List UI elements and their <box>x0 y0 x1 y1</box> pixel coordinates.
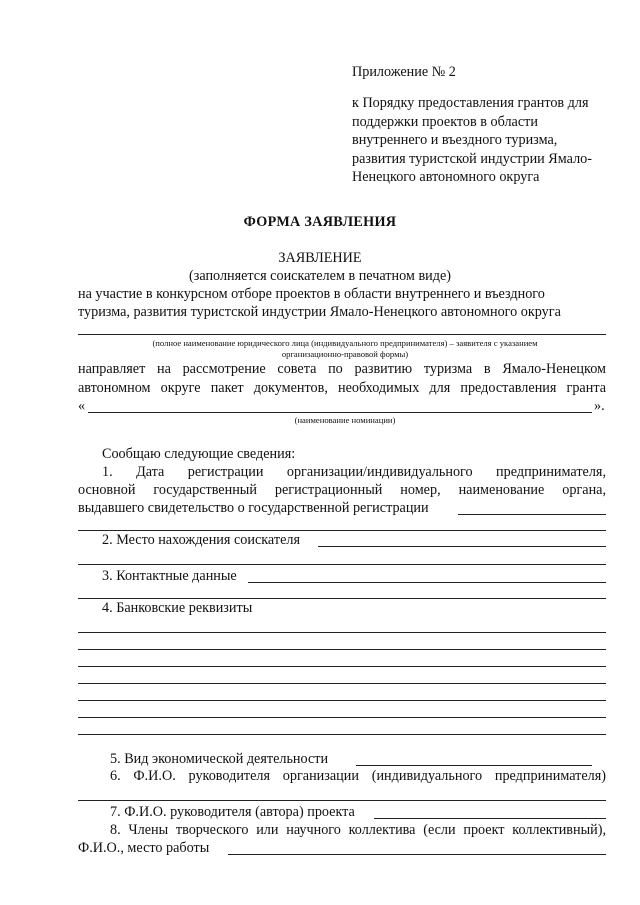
appendix-line: развития туристской индустрии Ямало- <box>352 150 592 167</box>
item-4-input-line[interactable] <box>78 683 606 684</box>
item-4-input-line[interactable] <box>78 649 606 650</box>
item-1-text: выдавшего свидетельство о государственной регистрации <box>78 500 429 516</box>
item-1-input-line[interactable] <box>458 514 606 515</box>
appendix-title: Приложение № 2 <box>352 64 456 80</box>
item-4-input-line[interactable] <box>78 666 606 667</box>
appendix-line: Ненецкого автономного округа <box>352 169 540 185</box>
item-6-label: 6. Ф.И.О. руководителя организации (индивидуального предпринимателя) <box>110 768 606 784</box>
item-2-label: 2. Место нахождения соискателя <box>102 532 300 548</box>
item-3-label: 3. Контактные данные <box>102 568 237 584</box>
statement-heading: ЗАЯВЛЕНИЕ <box>278 250 362 266</box>
appendix-line: поддержки проектов в области <box>352 113 538 130</box>
appendix-text <box>352 94 592 187</box>
applicant-name-line[interactable] <box>78 334 606 335</box>
nomination-caption: (наименование номинации) <box>294 415 396 425</box>
item-4-input-line[interactable] <box>78 700 606 701</box>
item-3-input-line[interactable] <box>248 582 606 583</box>
statement-subject: туризма, развития туристской индустрии Ямало-Ненецкого автономного округа <box>78 304 561 320</box>
appendix-line: к Порядку предоставления грантов для <box>352 95 589 111</box>
item-8-label: Ф.И.О., место работы <box>78 840 210 856</box>
item-4-label: 4. Банковские реквизиты <box>102 600 253 616</box>
sends-text: направляет на рассмотрение совета по развитию туризма в Ямало-Ненецком <box>78 361 606 377</box>
item-1-text: основной государственный регистрационный номер, наименование органа, <box>78 482 606 498</box>
applicant-caption: (полное наименование юридического лица (индивидуального предпринимателя) – заявителя с указанием <box>152 338 538 348</box>
item-7-input-line[interactable] <box>374 818 606 819</box>
item-5-input-line[interactable] <box>356 765 592 766</box>
item-7-label: 7. Ф.И.О. руководителя (автора) проекта <box>110 804 355 820</box>
nomination-close-quote: ». <box>594 398 605 414</box>
item-2-input-line[interactable] <box>318 546 606 547</box>
item-3-input-line[interactable] <box>78 598 606 599</box>
statement-note: (заполняется соискателем в печатном виде) <box>189 268 451 284</box>
nomination-open-quote: « <box>78 398 86 414</box>
intro-text: Сообщаю следующие сведения: <box>102 446 296 462</box>
item-4-input-line[interactable] <box>78 632 606 633</box>
item-8-label: 8. Члены творческого или научного коллектива (если проект коллективный), <box>110 822 606 838</box>
item-8-input-line[interactable] <box>228 854 606 855</box>
item-2-input-line[interactable] <box>78 564 606 565</box>
item-5-label: 5. Вид экономической деятельности <box>110 751 329 767</box>
appendix-line: внутреннего и въездного туризма, <box>352 132 558 148</box>
statement-subject: на участие в конкурсном отборе проектов в области внутреннего и въездного <box>78 286 545 302</box>
item-1-text: 1. Дата регистрации организации/индивидуального предпринимателя, <box>102 464 606 480</box>
item-4-input-line[interactable] <box>78 717 606 718</box>
item-6-input-line[interactable] <box>78 800 606 801</box>
applicant-caption: организационно-правовой формы) <box>281 349 409 359</box>
item-1-input-line[interactable] <box>78 530 606 531</box>
item-4-input-line[interactable] <box>78 734 606 735</box>
nomination-line[interactable] <box>88 412 592 413</box>
form-title: ФОРМА ЗАЯВЛЕНИЯ <box>243 214 397 230</box>
sends-text: автономном округе пакет документов, необходимых для предоставления гранта <box>78 380 606 396</box>
